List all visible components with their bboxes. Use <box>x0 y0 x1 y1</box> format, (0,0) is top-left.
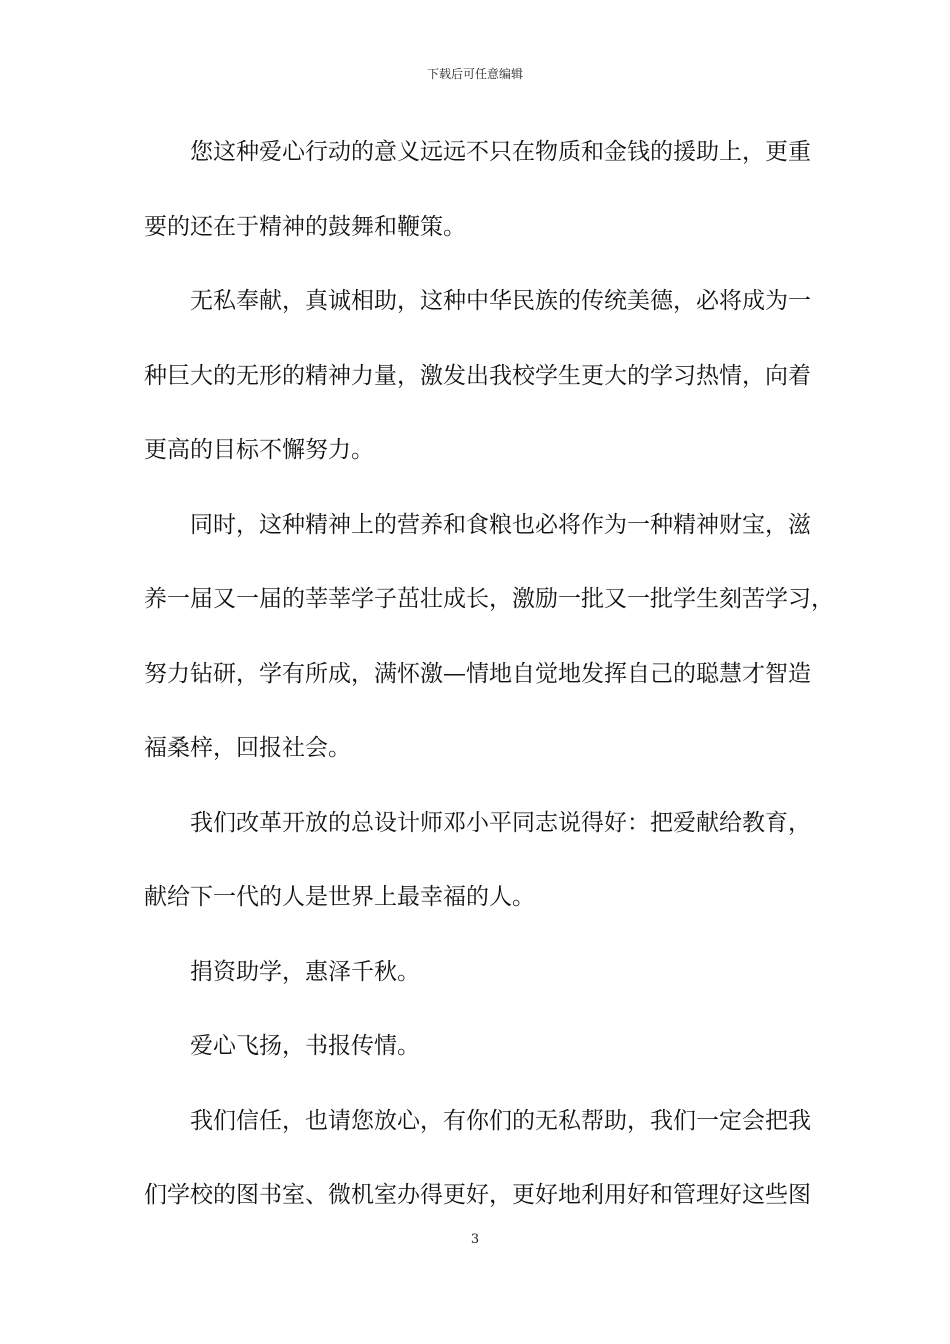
paragraph-line: 无私奉献，真诚相助，这种中华民族的传统美德，必将成为一 <box>190 288 811 314</box>
paragraph-line: 同时，这种精神上的营养和食粮也必将作为一种精神财宝，滋 <box>190 511 811 538</box>
paragraph-line: 努力钻研，学有所成，满怀激—情地自觉地发挥自己的聪慧才智造 <box>144 660 811 687</box>
paragraph-line: 爱心飞扬，书报传情。 <box>190 1033 420 1059</box>
paragraph-line: 要的还在于精神的鼓舞和鞭策。 <box>144 213 466 240</box>
paragraph-line: 献给下一代的人是世界上最幸福的人。 <box>144 884 535 910</box>
paragraph-line: 们学校的图书室、微机室办得更好，更好地利用好和管理好这些图 <box>144 1182 811 1208</box>
paragraph-line: 您这种爱心行动的意义远远不只在物质和金钱的援助上，更重 <box>190 139 811 165</box>
paragraph-line: 我们信任，也请您放心，有你们的无私帮助，我们一定会把我 <box>190 1107 811 1134</box>
page-number: 3 <box>470 1232 480 1247</box>
paragraph-line: 养一届又一届的莘莘学子茁壮成长，激励一批又一批学生刻苦学习， <box>144 586 834 612</box>
paragraph-line: 捐资助学，惠泽千秋。 <box>190 958 420 985</box>
paragraph-line: 种巨大的无形的精神力量，激发出我校学生更大的学习热情，向着 <box>144 362 811 389</box>
paragraph-line: 更高的目标不懈努力。 <box>144 437 374 463</box>
paragraph-line: 我们改革开放的总设计师邓小平同志说得好：把爱献给教育， <box>190 809 811 836</box>
document-body <box>144 132 834 1250</box>
paragraph-line: 福桑梓，回报社会。 <box>144 735 351 761</box>
page-header: 下载后可任意编辑 <box>426 67 523 81</box>
